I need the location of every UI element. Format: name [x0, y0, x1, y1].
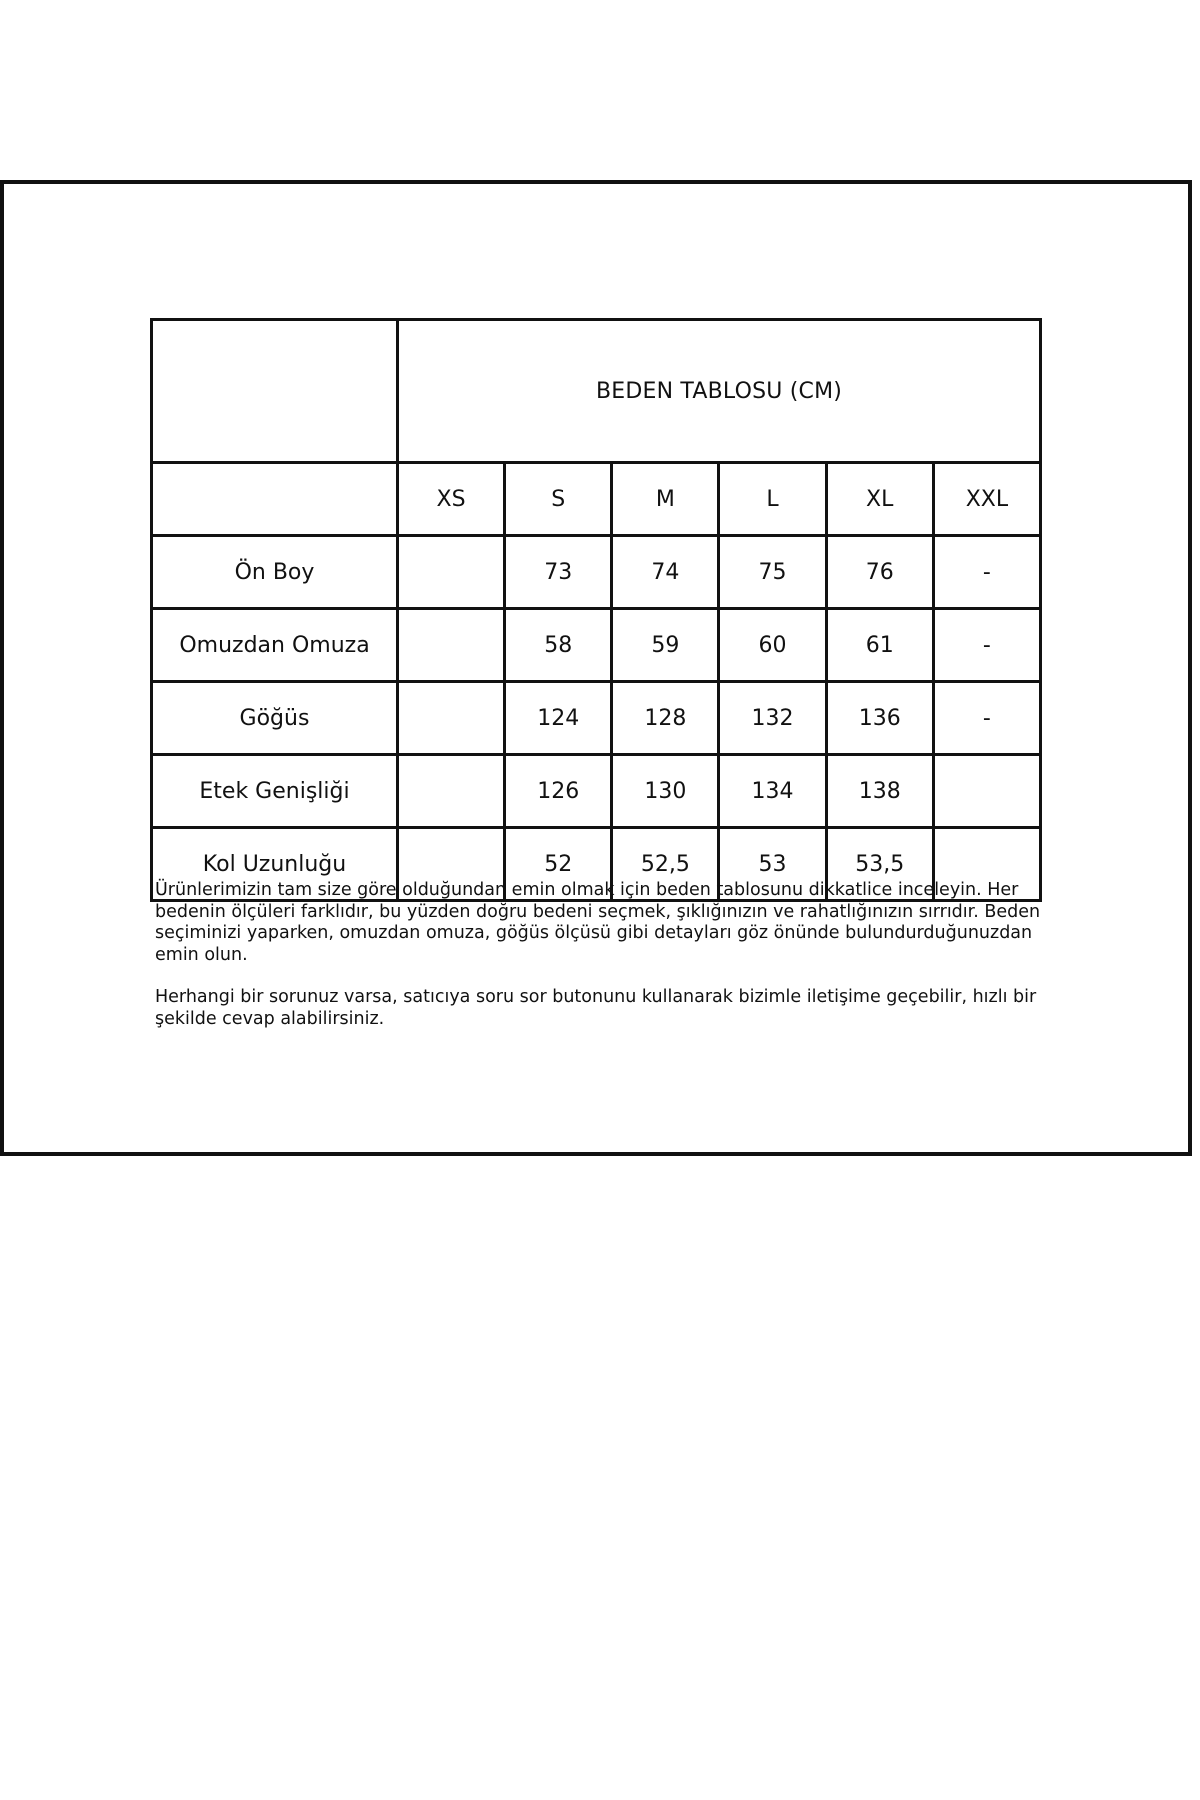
corner-cell — [152, 320, 398, 463]
table-cell: 53 — [719, 828, 826, 901]
size-header-s: S — [505, 463, 612, 536]
row-label: Kol Uzunluğu — [152, 828, 398, 901]
table-cell: 134 — [719, 755, 826, 828]
table-cell: 128 — [612, 682, 719, 755]
table-cell: 138 — [826, 755, 933, 828]
table-cell: 126 — [505, 755, 612, 828]
table-cell — [933, 755, 1040, 828]
table-cell: 136 — [826, 682, 933, 755]
table-cell: 53,5 — [826, 828, 933, 901]
row-label: Göğüs — [152, 682, 398, 755]
table-cell: - — [933, 609, 1040, 682]
row-label: Omuzdan Omuza — [152, 609, 398, 682]
table-cell: - — [933, 536, 1040, 609]
size-guide-note: Ürünlerimizin tam size göre olduğundan emin olmak için beden tablosunu dikkatlice inceleyin. Her bedenin ölçüleri farklıdır, bu yüzden doğru bedeni seçmek, şıklığınızın ve rahatlığınızın sırrıdır. Beden seçiminizi yaparken, omuzdan omuza, göğüs ölçüsü gibi detayları göz önünde bulundurduğunuzdan emin olun. — [155, 880, 1041, 965]
size-chart-table — [150, 318, 1042, 902]
size-header-xxl: XXL — [933, 463, 1040, 536]
table-cell: 74 — [612, 536, 719, 609]
table-cell: 61 — [826, 609, 933, 682]
table-cell: 60 — [719, 609, 826, 682]
table-cell — [398, 536, 505, 609]
contact-seller-note: Herhangi bir sorunuz varsa, satıcıya soru sor butonunu kullanarak bizimle iletişime geçebilir, hızlı bir şekilde cevap alabilirsiniz. — [155, 987, 1037, 1029]
table-cell: 73 — [505, 536, 612, 609]
size-header-xl: XL — [826, 463, 933, 536]
table-row — [152, 609, 1041, 682]
table-cell: 130 — [612, 755, 719, 828]
table-cell: 132 — [719, 682, 826, 755]
row-label: Etek Genişliği — [152, 755, 398, 828]
table-cell: 52 — [505, 828, 612, 901]
table-cell: 76 — [826, 536, 933, 609]
size-header-m: M — [612, 463, 719, 536]
table-cell: 75 — [719, 536, 826, 609]
table-cell: 52,5 — [612, 828, 719, 901]
table-row — [152, 682, 1041, 755]
table-row — [152, 755, 1041, 828]
table-title-row — [152, 320, 1041, 463]
table-cell — [398, 682, 505, 755]
table-cell: - — [933, 682, 1040, 755]
row-label: Ön Boy — [152, 536, 398, 609]
table-cell — [398, 755, 505, 828]
table-cell: 124 — [505, 682, 612, 755]
table-cell: 59 — [612, 609, 719, 682]
table-title: BEDEN TABLOSU (CM) — [398, 320, 1041, 463]
size-header-blank — [152, 463, 398, 536]
size-header-l: L — [719, 463, 826, 536]
table-row — [152, 536, 1041, 609]
size-header-xs: XS — [398, 463, 505, 536]
table-cell: 58 — [505, 609, 612, 682]
table-cell — [398, 609, 505, 682]
size-header-row — [152, 463, 1041, 536]
